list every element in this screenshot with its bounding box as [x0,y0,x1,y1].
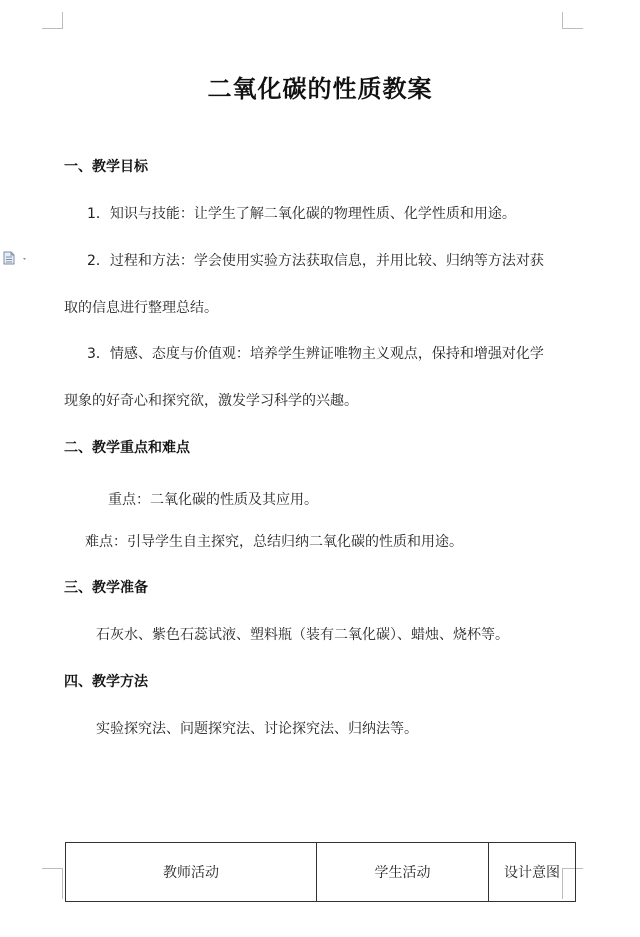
section-heading-objectives: 一、教学目标 [64,159,148,175]
preparation-materials: 石灰水、紫色石蕊试液、塑料瓶（装有二氧化碳）、蜡烛、烧杯等。 [96,627,509,643]
key-point-difficulty: 难点：引导学生自主探究，总结归纳二氧化碳的性质和用途。 [85,534,463,550]
activity-table-header [65,842,576,902]
crop-mark-bottom-left [42,868,63,899]
objective-attitude-line2: 现象的好奇心和探究欲，激发学习科学的兴趣。 [64,393,358,409]
table-header-intent: 设计意图 [504,865,560,881]
table-header-teacher: 教师活动 [66,843,317,901]
crop-mark-top-left [42,12,63,29]
key-point-focus: 重点：二氧化碳的性质及其应用。 [108,492,318,508]
table-header-student: 学生活动 [317,843,489,901]
teaching-methods-text: 实验探究法、问题探究法、讨论探究法、归纳法等。 [96,721,418,737]
objective-knowledge: 1．知识与技能：让学生了解二氧化碳的物理性质、化学性质和用途。 [87,206,516,222]
objective-process-line1: 2．过程和方法：学会使用实验方法获取信息，并用比较、归纳等方法对获 [87,253,544,269]
objective-process-line2: 取的信息进行整理总结。 [64,300,218,316]
section-heading-key-points: 二、教学重点和难点 [64,440,190,456]
page-title: 二氧化碳的性质教案 [207,74,433,103]
document-options-icon[interactable] [3,251,29,265]
objective-attitude-line1: 3．情感、态度与价值观：培养学生辨证唯物主义观点，保持和增强对化学 [87,346,544,362]
crop-mark-top-right [562,12,583,29]
section-heading-methods: 四、教学方法 [64,674,148,690]
section-heading-preparation: 三、教学准备 [64,580,148,596]
